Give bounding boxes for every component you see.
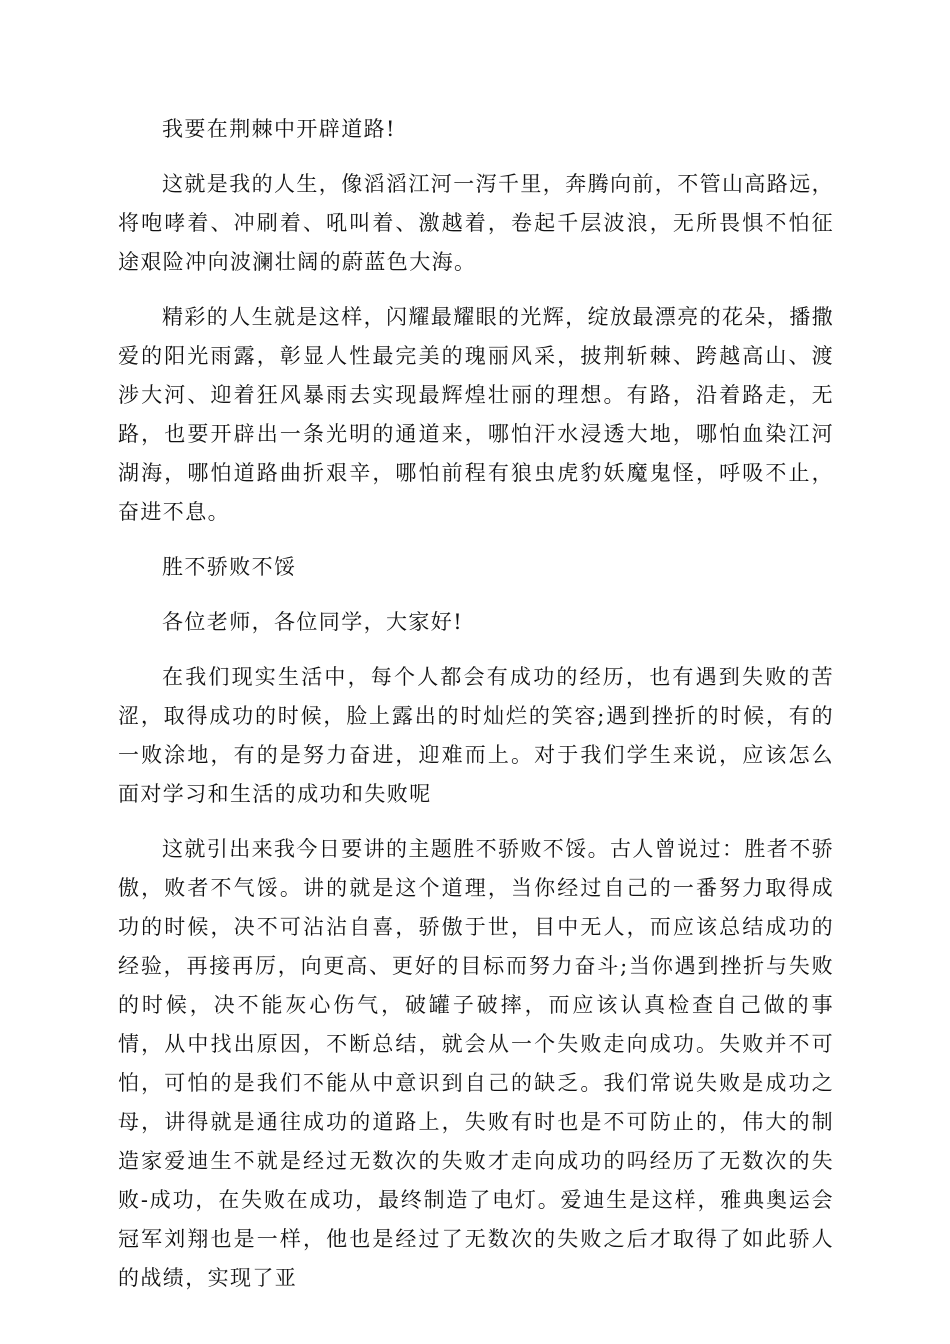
- paragraph-main-theme: 这就引出来我今日要讲的主题胜不骄败不馁。古人曾说过：胜者不骄傲，败者不气馁。讲的就是这个道理，当你经过自己的一番努力取得成功的时候，决不可沾沾自喜，骄傲于世，目中无人，而应该总结成功的经验，再接再厉，向更高、更好的目标而努力奋斗;当你遇到挫折与失败的时候，决不能灰心伤气，破罐子破摔，而应该认真检查自己做的事情，从中找出原因，不断总结，就会从一个失败走向成功。失败并不可怕，可怕的是我们不能从中意识到自己的缺乏。我们常说失败是成功之母，讲得就是通往成功的道路上，失败有时也是不可防止的，伟大的制造家爱迪生不就是经过无数次的失败才走向成功的吗经历了无数次的失败-成功，在失败在成功，最终制造了电灯。爱迪生是这样，雅典奥运会冠军刘翔也是一样，他也是经过了无数次的失败之后才取得了如此骄人的战绩，实现了亚: [118, 837, 834, 1290]
- paragraph-river: 这就是我的人生，像滔滔江河一泻千里，奔腾向前，不管山高路远，将咆哮着、冲刷着、吼叫着、激越着，卷起千层波浪，无所畏惧不怕征途艰险冲向波澜壮阔的蔚蓝色大海。: [118, 172, 834, 274]
- speech-greeting: 各位老师，各位同学，大家好!: [162, 610, 464, 634]
- document-body: [118, 110, 834, 1314]
- paragraph-heading-thorns: 我要在荆棘中开辟道路!: [162, 117, 396, 141]
- paragraph-success-failure: 在我们现实生活中，每个人都会有成功的经历，也有遇到失败的苦涩，取得成功的时候，脸上露出的时灿烂的笑容;遇到挫折的时候，有的一败涂地，有的是努力奋进，迎难而上。对于我们学生来说，应该怎么面对学习和生活的成功和失败呢: [118, 665, 834, 806]
- paragraph-brilliant-life: 精彩的人生就是这样，闪耀最耀眼的光辉，绽放最漂亮的花朵，播撒爱的阳光雨露，彰显人性最完美的瑰丽风采，披荆斩棘、跨越高山、渡涉大河、迎着狂风暴雨去实现最辉煌壮丽的理想。有路，沿着路走，无路，也要开辟出一条光明的通道来，哪怕汗水浸透大地，哪怕血染江河湖海，哪怕道路曲折艰辛，哪怕前程有狼虫虎豹妖魔鬼怪，呼吸不止，奋进不息。: [118, 305, 834, 524]
- speech-title: 胜不骄败不馁: [162, 555, 297, 579]
